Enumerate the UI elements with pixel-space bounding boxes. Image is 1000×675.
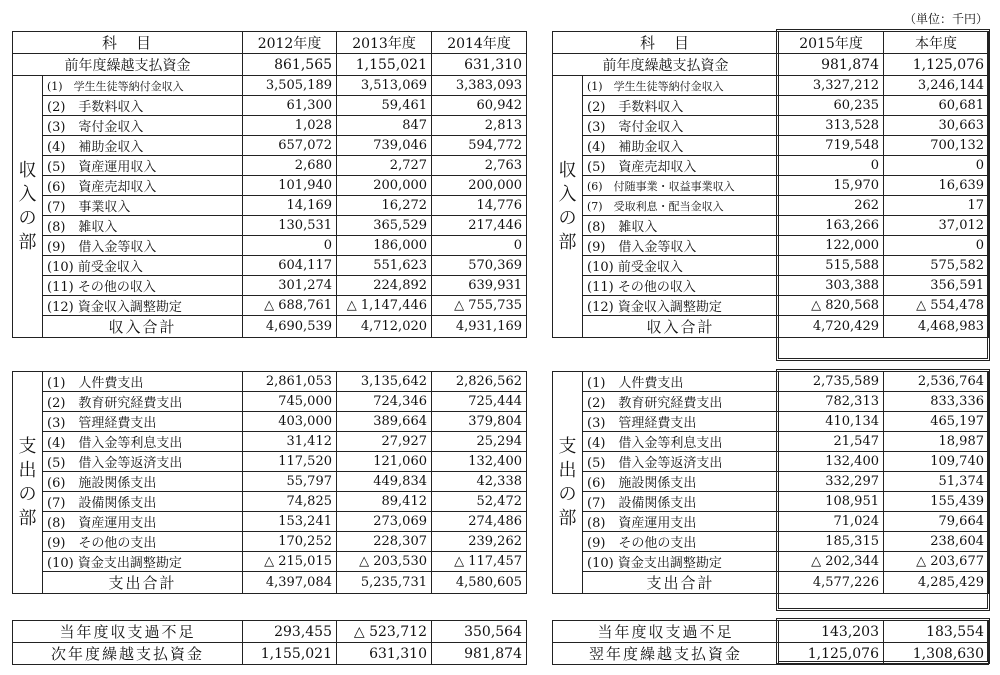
income-item-label: (4) 補助金収入: [43, 136, 243, 156]
expense-row: [13, 552, 527, 572]
expense-item-value: 74,825: [243, 492, 337, 512]
expense-row: [553, 512, 989, 532]
expense-item-value: 228,307: [337, 532, 432, 552]
income-item-label: (12) 資金収入調整勘定: [583, 296, 779, 316]
expense-item-value: 3,135,642: [337, 372, 432, 392]
income-item-value: 200,000: [337, 176, 432, 196]
unit-label: （単位：千円）: [903, 12, 988, 26]
expense-row: [553, 432, 989, 452]
income-item-value: 101,940: [243, 176, 337, 196]
expense-row: [553, 392, 989, 412]
income-item-label: (8) 雑収入: [583, 216, 779, 236]
income-item-label: (2) 手数料収入: [583, 96, 779, 116]
income-item-value: 186,000: [337, 236, 432, 256]
carryover-next-value: 981,874: [432, 643, 527, 665]
expense-row: [553, 532, 989, 552]
expense-total-value: 5,235,731: [337, 572, 432, 594]
income-item-label: (11) その他の収入: [43, 276, 243, 296]
income-item-value: 3,327,212: [779, 76, 884, 96]
income-item-value: 3,383,093: [432, 76, 527, 96]
expense-row: [13, 492, 527, 512]
balance-value: 350,564: [432, 621, 527, 643]
income-total-value: 4,931,169: [432, 316, 527, 338]
expense-item-label: (2) 教育研究経費支出: [43, 392, 243, 412]
expense-item-label: (1) 人件費支出: [43, 372, 243, 392]
income-row: [553, 216, 989, 236]
expense-item-label: (9) その他の支出: [43, 532, 243, 552]
income-item-value: 163,266: [779, 216, 884, 236]
income-row: [553, 276, 989, 296]
income-item-value: 16,272: [337, 196, 432, 216]
carryover-next-row: [553, 643, 989, 665]
expense-item-label: (5) 借入金等返済支出: [583, 452, 779, 472]
carryover-prev-label: 前年度繰越支払資金: [13, 54, 243, 76]
balance-value: 293,455: [243, 621, 337, 643]
income-item-value: △ 554,478: [884, 296, 989, 316]
expense-row: [553, 412, 989, 432]
expense-item-value: 410,134: [779, 412, 884, 432]
expense-item-value: 239,262: [432, 532, 527, 552]
income-item-label: (9) 借入金等収入: [43, 236, 243, 256]
income-item-label: (11) その他の収入: [583, 276, 779, 296]
expense-item-value: 449,834: [337, 472, 432, 492]
income-row: [13, 156, 527, 176]
expense-item-label: (9) その他の支出: [583, 532, 779, 552]
income-item-label: (9) 借入金等収入: [583, 236, 779, 256]
income-item-value: 356,591: [884, 276, 989, 296]
income-item-label: (5) 資産売却収入: [583, 156, 779, 176]
income-item-value: 739,046: [337, 136, 432, 156]
expense-item-value: 2,536,764: [884, 372, 989, 392]
balance-value: 183,554: [884, 621, 989, 643]
expense-item-label: (5) 借入金等返済支出: [43, 452, 243, 472]
income-item-label: (8) 雑収入: [43, 216, 243, 236]
income-item-value: 301,274: [243, 276, 337, 296]
expense-section-label: 支 出 の 部: [553, 372, 583, 594]
expense-item-value: △ 203,530: [337, 552, 432, 572]
income-row: [13, 216, 527, 236]
income-item-value: 515,588: [779, 256, 884, 276]
carryover-prev-label: 前年度繰越支払資金: [553, 54, 779, 76]
income-item-value: 570,369: [432, 256, 527, 276]
expense-total-value: 4,577,226: [779, 572, 884, 594]
income-item-label: (7) 事業収入: [43, 196, 243, 216]
carryover-next-value: 1,125,076: [779, 643, 884, 665]
carryover-next-label: 翌年度繰越支払資金: [553, 643, 779, 665]
income-item-label: (7) 受取利息・配当金収入: [583, 196, 779, 216]
income-item-label: (10) 前受金収入: [43, 256, 243, 276]
income-row: [553, 256, 989, 276]
income-row: [13, 176, 527, 196]
carryover-prev-value: 981,874: [779, 54, 884, 76]
expense-item-label: (2) 教育研究経費支出: [583, 392, 779, 412]
expense-total-value: 4,580,605: [432, 572, 527, 594]
balance-label: 当年度収支過不足: [553, 621, 779, 643]
expense-item-value: 389,664: [337, 412, 432, 432]
income-item-label: (1) 学生生徒等納付金収入: [43, 76, 243, 96]
expense-item-value: 273,069: [337, 512, 432, 532]
expense-row: [553, 452, 989, 472]
expense-item-value: △ 203,677: [884, 552, 989, 572]
expense-row: [13, 412, 527, 432]
income-item-value: 0: [432, 236, 527, 256]
income-total-label: 収入合計: [583, 316, 779, 338]
expense-item-value: 18,987: [884, 432, 989, 452]
income-item-value: 61,300: [243, 96, 337, 116]
expense-item-label: (4) 借入金等利息支出: [583, 432, 779, 452]
income-item-value: 1,028: [243, 116, 337, 136]
income-item-value: 37,012: [884, 216, 989, 236]
income-item-label: (12) 資金収入調整勘定: [43, 296, 243, 316]
income-row: [13, 236, 527, 256]
expense-total-label: 支出合計: [43, 572, 243, 594]
income-row: [553, 76, 989, 96]
expense-item-value: 745,000: [243, 392, 337, 412]
expense-item-value: 117,520: [243, 452, 337, 472]
expense-total-row: [553, 572, 989, 594]
income-item-value: 14,776: [432, 196, 527, 216]
income-item-value: 3,505,189: [243, 76, 337, 96]
expense-item-value: 52,472: [432, 492, 527, 512]
expense-item-value: 185,315: [779, 532, 884, 552]
income-row: [13, 276, 527, 296]
carryover-next-value: 631,310: [337, 643, 432, 665]
expense-item-value: 21,547: [779, 432, 884, 452]
income-row: [553, 136, 989, 156]
income-item-value: 60,235: [779, 96, 884, 116]
income-item-value: 14,169: [243, 196, 337, 216]
income-item-value: 2,727: [337, 156, 432, 176]
income-row: [13, 116, 527, 136]
expense-item-value: 42,338: [432, 472, 527, 492]
expense-row: [553, 552, 989, 572]
carryover-next-row: [13, 643, 527, 665]
income-item-value: △ 688,761: [243, 296, 337, 316]
expense-item-value: 2,826,562: [432, 372, 527, 392]
income-item-value: 200,000: [432, 176, 527, 196]
expense-item-value: 724,346: [337, 392, 432, 412]
right-summary-table: [552, 620, 989, 665]
carryover-prev-row: [13, 54, 527, 76]
income-row: [553, 176, 989, 196]
expense-item-label: (3) 管理経費支出: [583, 412, 779, 432]
income-item-label: (4) 補助金収入: [583, 136, 779, 156]
balance-value: △ 523,712: [337, 621, 432, 643]
income-item-value: 2,763: [432, 156, 527, 176]
subject-header: 科 目: [553, 32, 779, 54]
expense-item-label: (7) 設備関係支出: [583, 492, 779, 512]
income-row: [553, 116, 989, 136]
income-item-value: 594,772: [432, 136, 527, 156]
expense-item-value: 332,297: [779, 472, 884, 492]
year-header: 本年度: [884, 32, 989, 54]
expense-item-value: 132,400: [432, 452, 527, 472]
income-row: [13, 296, 527, 316]
expense-item-label: (6) 施設関係支出: [583, 472, 779, 492]
expense-item-value: △ 117,457: [432, 552, 527, 572]
expense-item-value: 465,197: [884, 412, 989, 432]
carryover-prev-value: 631,310: [432, 54, 527, 76]
income-total-value: 4,712,020: [337, 316, 432, 338]
income-item-value: 365,529: [337, 216, 432, 236]
income-item-label: (3) 寄付金収入: [43, 116, 243, 136]
income-item-value: 700,132: [884, 136, 989, 156]
expense-item-label: (7) 設備関係支出: [43, 492, 243, 512]
expense-row: [13, 372, 527, 392]
income-item-label: (2) 手数料収入: [43, 96, 243, 116]
income-item-value: 59,461: [337, 96, 432, 116]
income-item-value: 0: [884, 156, 989, 176]
income-item-value: 0: [779, 156, 884, 176]
income-row: [553, 96, 989, 116]
expense-item-label: (1) 人件費支出: [583, 372, 779, 392]
expense-total-value: 4,285,429: [884, 572, 989, 594]
income-item-value: 0: [243, 236, 337, 256]
income-section-label: 収 入 の 部: [553, 76, 583, 338]
income-item-value: 15,970: [779, 176, 884, 196]
expense-item-value: 170,252: [243, 532, 337, 552]
income-item-label: (3) 寄付金収入: [583, 116, 779, 136]
income-item-label: (10) 前受金収入: [583, 256, 779, 276]
income-total-value: 4,690,539: [243, 316, 337, 338]
income-item-value: 639,931: [432, 276, 527, 296]
income-total-row: [13, 316, 527, 338]
income-row: [553, 296, 989, 316]
carryover-prev-value: 1,155,021: [337, 54, 432, 76]
income-item-value: 60,942: [432, 96, 527, 116]
carryover-prev-value: 1,125,076: [884, 54, 989, 76]
income-item-label: (5) 資産運用収入: [43, 156, 243, 176]
expense-item-value: 89,412: [337, 492, 432, 512]
expense-section-label: 支 出 の 部: [13, 372, 43, 594]
income-item-value: 604,117: [243, 256, 337, 276]
expense-row: [13, 512, 527, 532]
header-row: [13, 32, 527, 54]
income-item-value: 224,892: [337, 276, 432, 296]
income-item-value: 3,513,069: [337, 76, 432, 96]
expense-item-value: 109,740: [884, 452, 989, 472]
income-item-value: 16,639: [884, 176, 989, 196]
income-item-value: 2,813: [432, 116, 527, 136]
expense-row: [553, 492, 989, 512]
carryover-prev-row: [553, 54, 989, 76]
income-item-value: 551,623: [337, 256, 432, 276]
year-header: 2012年度: [243, 32, 337, 54]
right-expense-table: [552, 371, 989, 594]
income-total-row: [553, 316, 989, 338]
income-row: [13, 76, 527, 96]
carryover-next-value: 1,155,021: [243, 643, 337, 665]
expense-item-value: 71,024: [779, 512, 884, 532]
expense-item-label: (8) 資産運用支出: [583, 512, 779, 532]
income-item-label: (6) 資産売却収入: [43, 176, 243, 196]
expense-total-row: [13, 572, 527, 594]
expense-item-value: 725,444: [432, 392, 527, 412]
income-row: [13, 136, 527, 156]
expense-item-value: 403,000: [243, 412, 337, 432]
expense-item-value: 238,604: [884, 532, 989, 552]
expense-item-value: 27,927: [337, 432, 432, 452]
expense-item-label: (8) 資産運用支出: [43, 512, 243, 532]
income-row: [553, 156, 989, 176]
expense-item-label: (3) 管理経費支出: [43, 412, 243, 432]
expense-item-value: 833,336: [884, 392, 989, 412]
income-item-value: 0: [884, 236, 989, 256]
income-item-value: 217,446: [432, 216, 527, 236]
balance-value: 143,203: [779, 621, 884, 643]
income-item-value: △ 820,568: [779, 296, 884, 316]
carryover-next-label: 次年度繰越支払資金: [13, 643, 243, 665]
expense-item-label: (10) 資金支出調整勘定: [43, 552, 243, 572]
income-row: [13, 96, 527, 116]
income-item-value: △ 755,735: [432, 296, 527, 316]
income-item-value: 122,000: [779, 236, 884, 256]
left-expense-table: [12, 371, 527, 594]
income-total-value: 4,468,983: [884, 316, 989, 338]
carryover-next-value: 1,308,630: [884, 643, 989, 665]
expense-row: [13, 392, 527, 412]
income-item-value: 30,663: [884, 116, 989, 136]
expense-item-value: 55,797: [243, 472, 337, 492]
income-row: [13, 196, 527, 216]
balance-row: [13, 621, 527, 643]
expense-item-value: 31,412: [243, 432, 337, 452]
expense-item-label: (6) 施設関係支出: [43, 472, 243, 492]
income-item-value: 303,388: [779, 276, 884, 296]
income-item-label: (6) 付随事業・収益事業収入: [583, 176, 779, 196]
year-header: 2013年度: [337, 32, 432, 54]
income-item-value: 262: [779, 196, 884, 216]
expense-total-value: 4,397,084: [243, 572, 337, 594]
income-item-value: 17: [884, 196, 989, 216]
expense-item-value: 153,241: [243, 512, 337, 532]
expense-row: [13, 452, 527, 472]
income-row: [553, 236, 989, 256]
expense-row: [13, 472, 527, 492]
expense-item-value: 51,374: [884, 472, 989, 492]
balance-row: [553, 621, 989, 643]
year-header: 2015年度: [779, 32, 884, 54]
expense-row: [553, 372, 989, 392]
expense-item-label: (4) 借入金等利息支出: [43, 432, 243, 452]
expense-item-value: △ 202,344: [779, 552, 884, 572]
right-income-table: [552, 31, 989, 338]
subject-header: 科 目: [13, 32, 243, 54]
income-item-label: (1) 学生生徒等納付金収入: [583, 76, 779, 96]
year-header: 2014年度: [432, 32, 527, 54]
expense-item-value: 2,861,053: [243, 372, 337, 392]
expense-item-value: 379,804: [432, 412, 527, 432]
expense-item-value: 155,439: [884, 492, 989, 512]
income-item-value: 657,072: [243, 136, 337, 156]
income-item-value: 313,528: [779, 116, 884, 136]
carryover-prev-value: 861,565: [243, 54, 337, 76]
income-item-value: 3,246,144: [884, 76, 989, 96]
expense-item-value: 25,294: [432, 432, 527, 452]
expense-item-value: 108,951: [779, 492, 884, 512]
left-summary-table: [12, 620, 527, 665]
balance-label: 当年度収支過不足: [13, 621, 243, 643]
income-total-value: 4,720,429: [779, 316, 884, 338]
income-item-value: 847: [337, 116, 432, 136]
expense-row: [13, 432, 527, 452]
income-item-value: 719,548: [779, 136, 884, 156]
expense-row: [553, 472, 989, 492]
expense-item-value: 121,060: [337, 452, 432, 472]
expense-item-value: △ 215,015: [243, 552, 337, 572]
income-item-value: 130,531: [243, 216, 337, 236]
left-income-table: [12, 31, 527, 338]
expense-item-value: 2,735,589: [779, 372, 884, 392]
expense-item-label: (10) 資金支出調整勘定: [583, 552, 779, 572]
header-row: [553, 32, 989, 54]
income-item-value: 575,582: [884, 256, 989, 276]
income-row: [13, 256, 527, 276]
income-row: [553, 196, 989, 216]
income-item-value: 2,680: [243, 156, 337, 176]
expense-item-value: 782,313: [779, 392, 884, 412]
income-section-label: 収 入 の 部: [13, 76, 43, 338]
income-item-value: 60,681: [884, 96, 989, 116]
expense-item-value: 79,664: [884, 512, 989, 532]
expense-item-value: 132,400: [779, 452, 884, 472]
income-total-label: 収入合計: [43, 316, 243, 338]
income-item-value: △ 1,147,446: [337, 296, 432, 316]
expense-item-value: 274,486: [432, 512, 527, 532]
expense-row: [13, 532, 527, 552]
expense-total-label: 支出合計: [583, 572, 779, 594]
